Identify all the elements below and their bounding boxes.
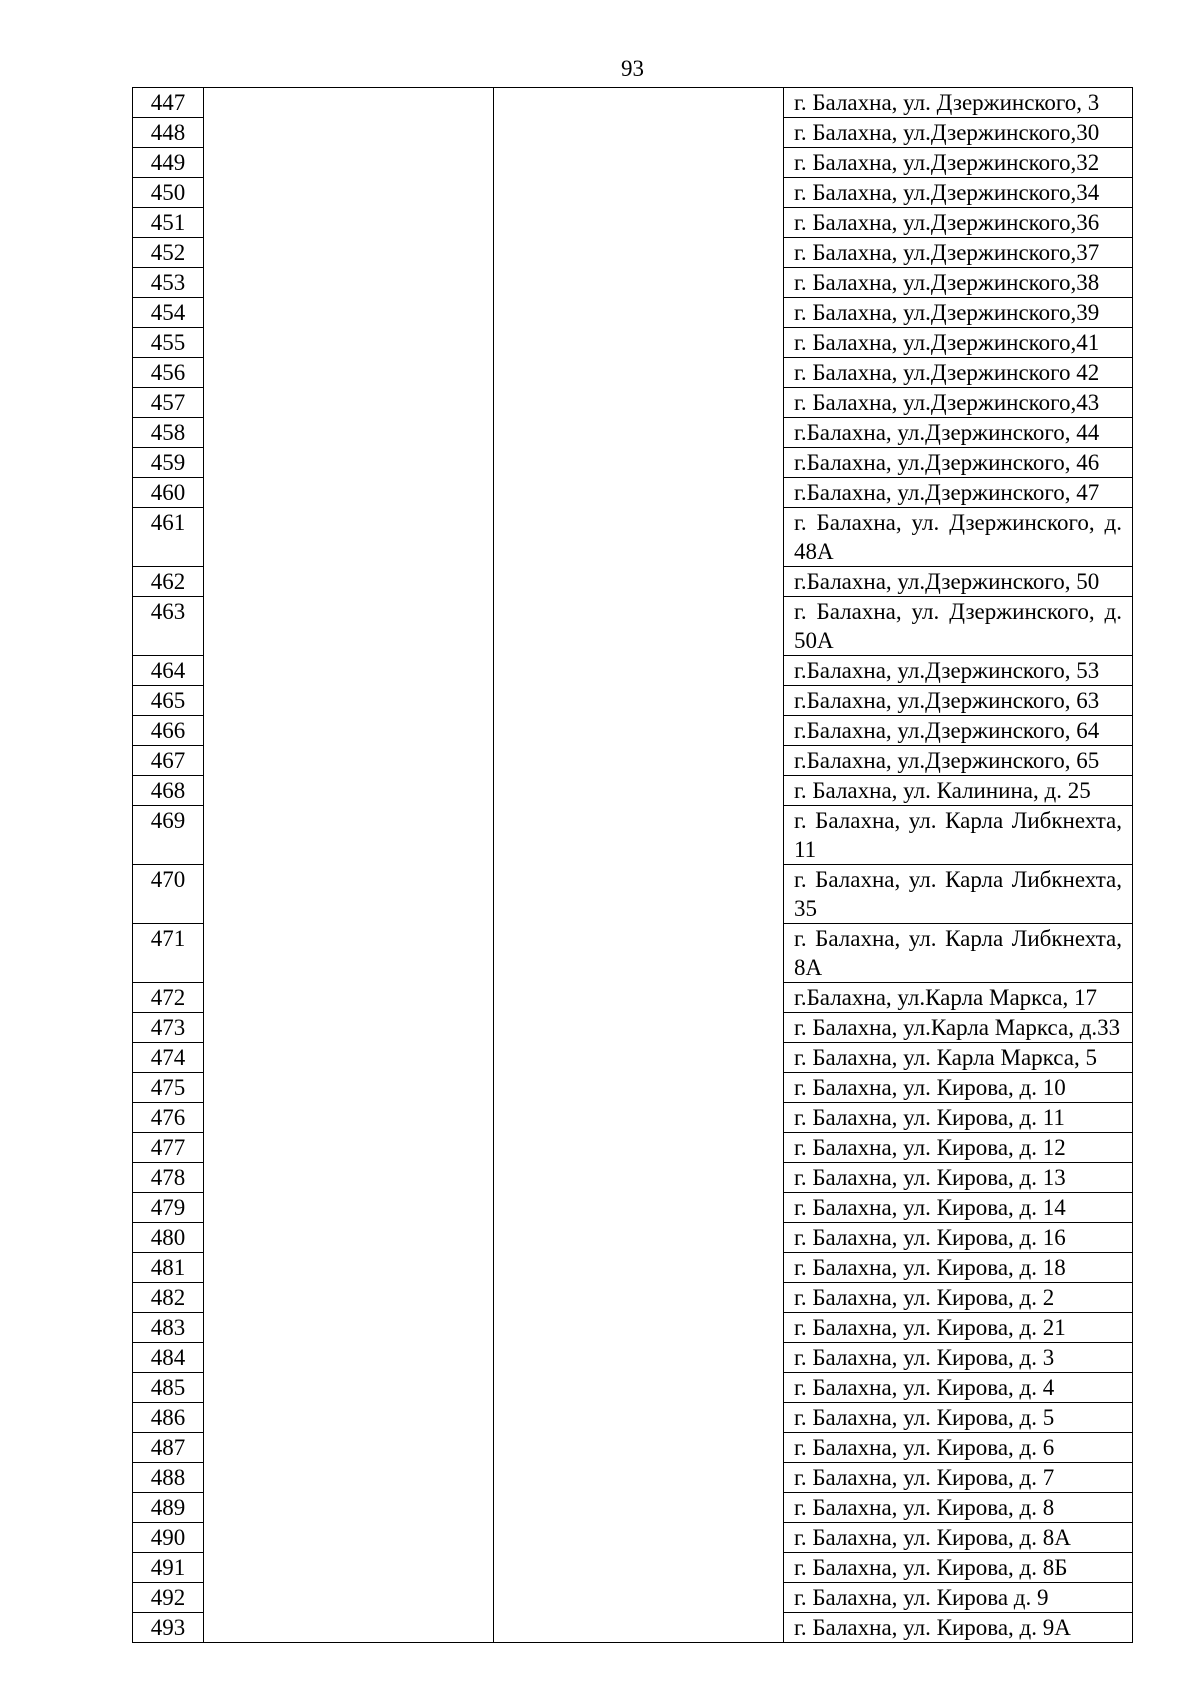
address-cell: г. Балахна, ул. Кирова д. 9 <box>784 1583 1133 1613</box>
address-cell: г. Балахна, ул. Кирова, д. 14 <box>784 1193 1133 1223</box>
row-number: 485 <box>133 1373 204 1403</box>
address-cell: г. Балахна, ул. Кирова, д. 7 <box>784 1463 1133 1493</box>
address-cell: г. Балахна, ул. Дзержинского, 3 <box>784 88 1133 118</box>
address-cell: г. Балахна, ул. Кирова, д. 4 <box>784 1373 1133 1403</box>
row-number: 493 <box>133 1613 204 1643</box>
address-cell: г.Балахна, ул.Дзержинского, 64 <box>784 716 1133 746</box>
address-cell: г. Балахна, ул.Карла Маркса, д.33 <box>784 1013 1133 1043</box>
row-number: 448 <box>133 118 204 148</box>
row-number: 470 <box>133 865 204 924</box>
row-number: 489 <box>133 1493 204 1523</box>
address-cell: г. Балахна, ул. Кирова, д. 13 <box>784 1163 1133 1193</box>
row-number: 469 <box>133 806 204 865</box>
row-number: 449 <box>133 148 204 178</box>
row-number: 465 <box>133 686 204 716</box>
row-number: 457 <box>133 388 204 418</box>
empty-column-2 <box>204 88 494 1643</box>
address-cell: г. Балахна, ул. Кирова, д. 6 <box>784 1433 1133 1463</box>
row-number: 474 <box>133 1043 204 1073</box>
row-number: 455 <box>133 328 204 358</box>
row-number: 458 <box>133 418 204 448</box>
address-cell: г. Балахна, ул. Карла Либкнехта, 8А <box>784 924 1133 983</box>
address-cell: г.Балахна, ул.Дзержинского, 53 <box>784 656 1133 686</box>
row-number: 484 <box>133 1343 204 1373</box>
address-cell: г. Балахна, ул. Кирова, д. 9А <box>784 1613 1133 1643</box>
address-cell: г. Балахна, ул.Дзержинского,36 <box>784 208 1133 238</box>
address-cell: г. Балахна, ул. Кирова, д. 12 <box>784 1133 1133 1163</box>
address-cell: г. Балахна, ул.Дзержинского,32 <box>784 148 1133 178</box>
address-table-body <box>133 88 1133 1643</box>
address-cell: г. Балахна, ул. Кирова, д. 8А <box>784 1523 1133 1553</box>
row-number: 478 <box>133 1163 204 1193</box>
row-number: 475 <box>133 1073 204 1103</box>
address-cell: г.Балахна, ул.Дзержинского, 46 <box>784 448 1133 478</box>
address-cell: г. Балахна, ул. Кирова, д. 10 <box>784 1073 1133 1103</box>
address-cell: г. Балахна, ул. Кирова, д. 2 <box>784 1283 1133 1313</box>
address-cell: г. Балахна, ул. Кирова, д. 8 <box>784 1493 1133 1523</box>
row-number: 461 <box>133 508 204 567</box>
row-number: 460 <box>133 478 204 508</box>
row-number: 467 <box>133 746 204 776</box>
address-cell: г. Балахна, ул.Дзержинского,34 <box>784 178 1133 208</box>
row-number: 480 <box>133 1223 204 1253</box>
address-cell: г. Балахна, ул. Калинина, д. 25 <box>784 776 1133 806</box>
address-cell: г. Балахна, ул.Дзержинского,39 <box>784 298 1133 328</box>
address-cell: г.Балахна, ул.Дзержинского, 63 <box>784 686 1133 716</box>
row-number: 483 <box>133 1313 204 1343</box>
address-cell: г. Балахна, ул. Карла Либкнехта, 11 <box>784 806 1133 865</box>
address-cell: г. Балахна, ул. Карла Либкнехта, 35 <box>784 865 1133 924</box>
address-cell: г.Балахна, ул.Дзержинского, 47 <box>784 478 1133 508</box>
row-number: 488 <box>133 1463 204 1493</box>
row-number: 453 <box>133 268 204 298</box>
row-number: 454 <box>133 298 204 328</box>
address-cell: г. Балахна, ул. Кирова, д. 16 <box>784 1223 1133 1253</box>
row-number: 486 <box>133 1403 204 1433</box>
row-number: 462 <box>133 567 204 597</box>
row-number: 471 <box>133 924 204 983</box>
row-number: 492 <box>133 1583 204 1613</box>
address-cell: г. Балахна, ул. Карла Маркса, 5 <box>784 1043 1133 1073</box>
row-number: 481 <box>133 1253 204 1283</box>
row-number: 452 <box>133 238 204 268</box>
row-number: 450 <box>133 178 204 208</box>
address-cell: г. Балахна, ул. Кирова, д. 5 <box>784 1403 1133 1433</box>
address-cell: г. Балахна, ул. Кирова, д. 18 <box>784 1253 1133 1283</box>
address-cell: г. Балахна, ул.Дзержинского,43 <box>784 388 1133 418</box>
row-number: 451 <box>133 208 204 238</box>
address-cell: г.Балахна, ул.Карла Маркса, 17 <box>784 983 1133 1013</box>
address-cell: г. Балахна, ул.Дзержинского,38 <box>784 268 1133 298</box>
row-number: 463 <box>133 597 204 656</box>
page-number: 93 <box>621 56 644 81</box>
table-row <box>133 88 1133 118</box>
address-cell: г. Балахна, ул. Кирова, д. 8Б <box>784 1553 1133 1583</box>
row-number: 476 <box>133 1103 204 1133</box>
row-number: 473 <box>133 1013 204 1043</box>
row-number: 447 <box>133 88 204 118</box>
row-number: 466 <box>133 716 204 746</box>
row-number: 479 <box>133 1193 204 1223</box>
address-cell: г. Балахна, ул. Дзержинского, д. 50А <box>784 597 1133 656</box>
address-cell: г. Балахна, ул.Дзержинского 42 <box>784 358 1133 388</box>
empty-column-3 <box>494 88 784 1643</box>
address-cell: г. Балахна, ул.Дзержинского,37 <box>784 238 1133 268</box>
row-number: 487 <box>133 1433 204 1463</box>
row-number: 490 <box>133 1523 204 1553</box>
address-cell: г. Балахна, ул.Дзержинского,41 <box>784 328 1133 358</box>
address-cell: г. Балахна, ул. Кирова, д. 3 <box>784 1343 1133 1373</box>
address-cell: г. Балахна, ул.Дзержинского,30 <box>784 118 1133 148</box>
row-number: 468 <box>133 776 204 806</box>
row-number: 472 <box>133 983 204 1013</box>
row-number: 464 <box>133 656 204 686</box>
address-cell: г.Балахна, ул.Дзержинского, 50 <box>784 567 1133 597</box>
row-number: 491 <box>133 1553 204 1583</box>
address-cell: г.Балахна, ул.Дзержинского, 44 <box>784 418 1133 448</box>
row-number: 459 <box>133 448 204 478</box>
address-cell: г.Балахна, ул.Дзержинского, 65 <box>784 746 1133 776</box>
address-cell: г. Балахна, ул. Кирова, д. 21 <box>784 1313 1133 1343</box>
address-table <box>132 87 1133 1643</box>
row-number: 456 <box>133 358 204 388</box>
row-number: 482 <box>133 1283 204 1313</box>
address-cell: г. Балахна, ул. Дзержинского, д. 48А <box>784 508 1133 567</box>
address-cell: г. Балахна, ул. Кирова, д. 11 <box>784 1103 1133 1133</box>
row-number: 477 <box>133 1133 204 1163</box>
